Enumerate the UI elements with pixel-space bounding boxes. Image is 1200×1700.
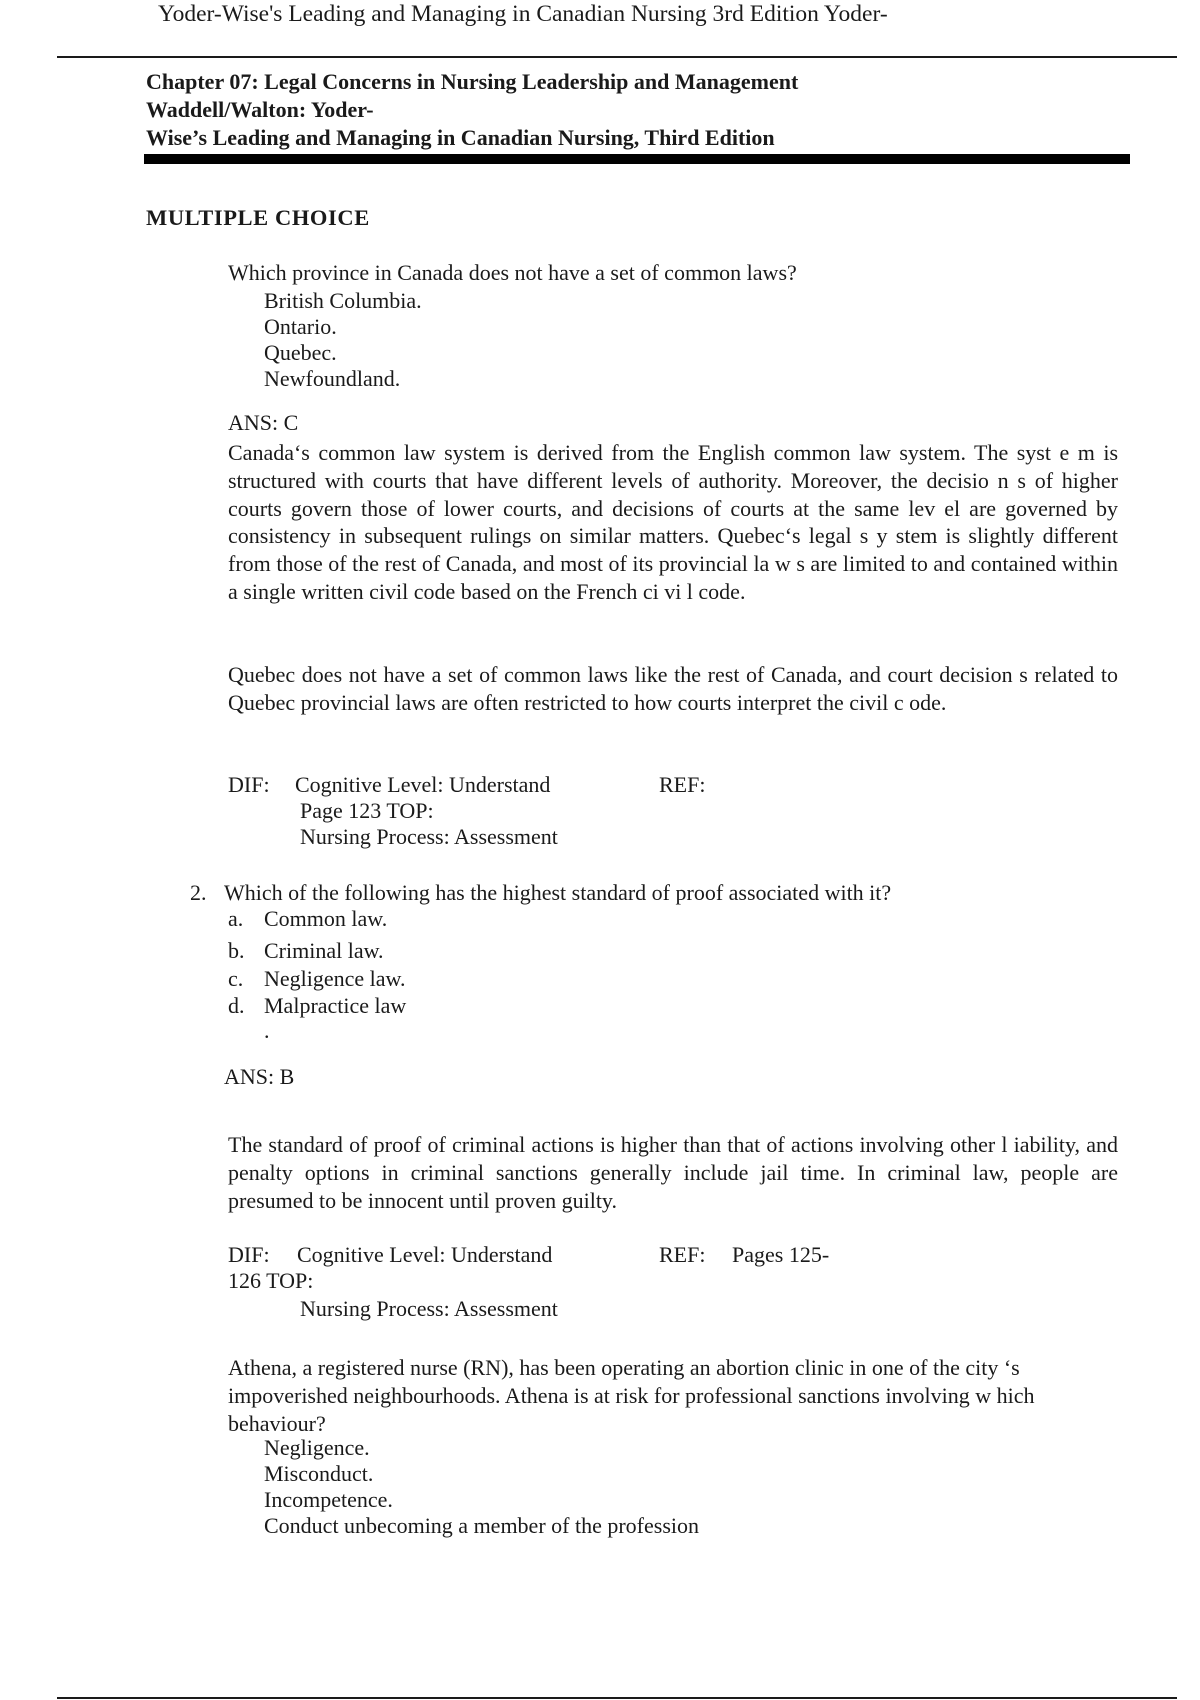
section-title: MULTIPLE CHOICE xyxy=(146,205,370,230)
question-1-dif-label: DIF: xyxy=(228,772,270,797)
question-1-stem: Which province in Canada does not have a set of common laws? xyxy=(228,260,797,285)
question-2-option-letter: a. xyxy=(228,906,244,931)
question-1-dif-value: Cognitive Level: Understand xyxy=(295,772,551,797)
question-1-rationale: Canada‘s common law system is derived from the English common law system. The syst e m is structured with courts that have different levels of authority. Moreover, the decisio n s of higher courts govern those of lower courts, and decisions of courts at the same lev el are governed by consistency in subsequent rulings on similar matters. Quebec‘s legal s y stem is slightly different from those of the rest of Canada, and most of its provincial la w s are limited to and contained within a single written civil code based on the French ci vi l code. xyxy=(228,440,1118,604)
question-1-top-value: Nursing Process: Assessment xyxy=(300,824,558,849)
question-1-option: Quebec. xyxy=(264,340,337,365)
question-3-option: Incompetence. xyxy=(264,1487,393,1512)
question-1-ref-label: REF: xyxy=(659,772,706,797)
question-2-ref-value: Pages 125- xyxy=(732,1242,830,1267)
chapter-book-title: Wise’s Leading and Managing in Canadian Nursing, Third Edition xyxy=(146,125,775,150)
question-2-option-letter: c. xyxy=(228,966,244,991)
question-2-answer: ANS: B xyxy=(224,1064,295,1089)
question-1-rationale-note: Quebec does not have a set of common laws like the rest of Canada, and court decision s related to Quebec provincial laws are often restricted to how courts interpret the civil c ode. xyxy=(228,662,1118,715)
question-1-option: Newfoundland. xyxy=(264,366,401,391)
footer-divider xyxy=(57,1697,1177,1699)
question-2-option: Common law. xyxy=(264,906,388,931)
question-2-option-letter: d. xyxy=(228,993,245,1018)
question-2-option: Negligence law. xyxy=(264,966,406,991)
question-2-page-top: 126 TOP: xyxy=(228,1268,314,1293)
question-1-answer: ANS: C xyxy=(228,410,299,435)
question-3-option: Conduct unbecoming a member of the profession xyxy=(264,1513,700,1538)
header-divider xyxy=(57,56,1177,58)
question-2-ref-label: REF: xyxy=(659,1242,706,1267)
question-1-page-top: Page 123 TOP: xyxy=(300,798,434,823)
question-2-top-value: Nursing Process: Assessment xyxy=(300,1296,558,1321)
question-1-option: Ontario. xyxy=(264,314,337,339)
question-2-option-letter: b. xyxy=(228,938,245,963)
chapter-authors: Waddell/Walton: Yoder- xyxy=(146,97,374,122)
question-1-option: British Columbia. xyxy=(264,288,422,313)
question-2-option: Criminal law. xyxy=(264,938,384,963)
question-2-number: 2. xyxy=(190,880,207,905)
chapter-title: Chapter 07: Legal Concerns in Nursing Leadership and Management xyxy=(146,69,799,94)
running-header: Yoder-Wise's Leading and Managing in Canadian Nursing 3rd Edition Yoder- xyxy=(158,1,888,27)
question-3-stem: Athena, a registered nurse (RN), has been operating an abortion clinic in one of the city ‘s impoverished neighbourhoods. Athena is at risk for professional sanctions involving w hich behaviour? xyxy=(228,1355,1035,1436)
question-2-dif-value: Cognitive Level: Understand xyxy=(297,1242,553,1267)
chapter-divider xyxy=(144,154,1130,164)
question-2-stray-mark: . xyxy=(264,1018,270,1043)
question-2-rationale: The standard of proof of criminal actions is higher than that of actions involving other l iability, and penalty options in criminal sanctions generally include jail time. In criminal law, people are presumed to be innocent until proven guilty. xyxy=(228,1132,1118,1213)
question-3-option: Negligence. xyxy=(264,1435,370,1460)
question-2-stem: Which of the following has the highest standard of proof associated with it? xyxy=(224,880,892,905)
question-3-option: Misconduct. xyxy=(264,1461,374,1486)
question-2-dif-label: DIF: xyxy=(228,1242,270,1267)
question-2-option: Malpractice law xyxy=(264,993,407,1018)
